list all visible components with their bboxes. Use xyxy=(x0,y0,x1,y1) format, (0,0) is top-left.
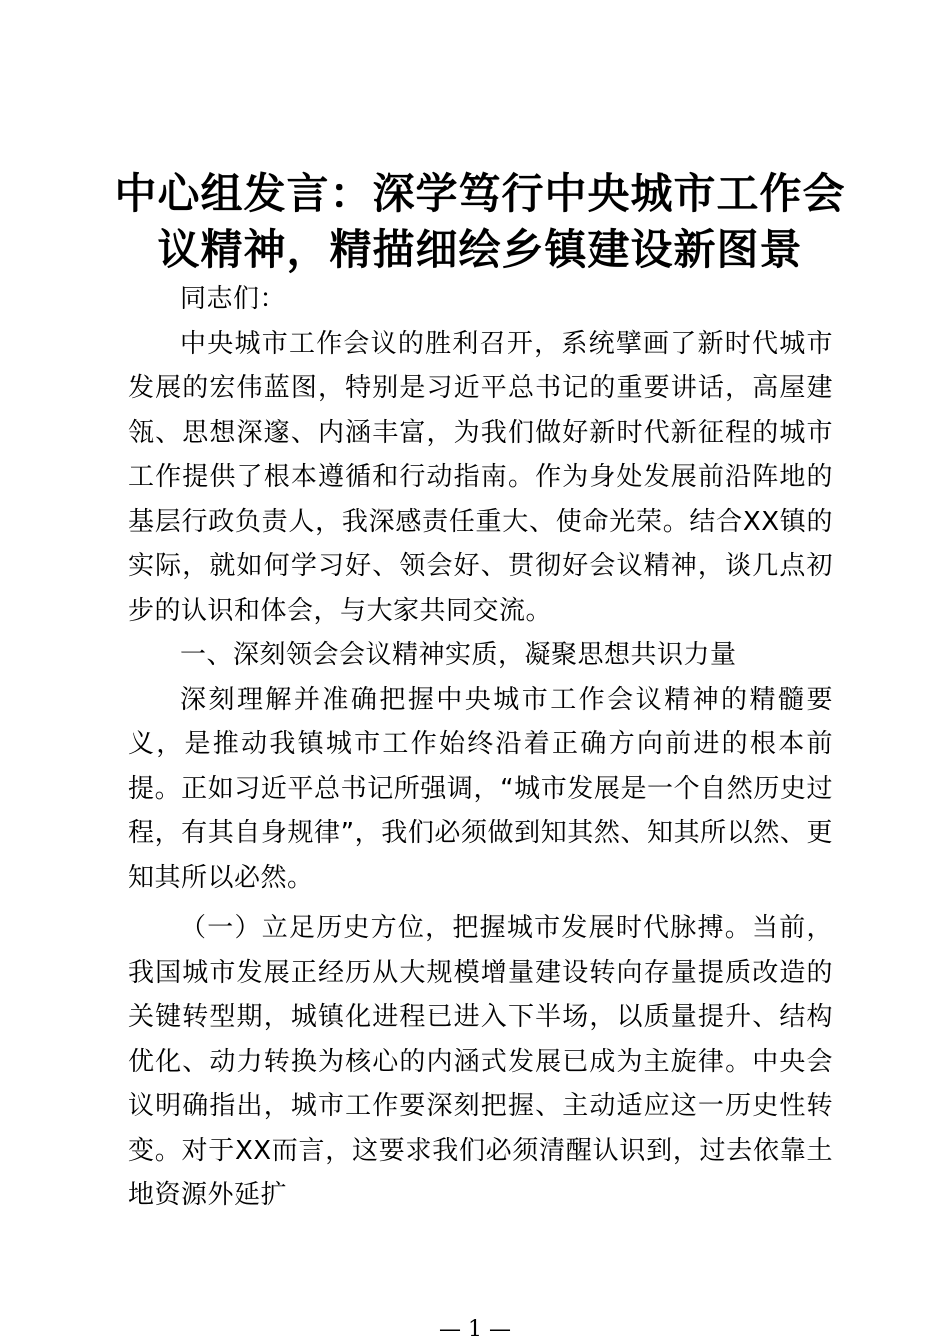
salutation: 同志们： xyxy=(180,284,287,314)
paragraph-section-1: 深刻理解并准确把握中央城市工作会议精神的精髓要义，是推动我镇城市工作始终沿着正确方向前进的根本前提。正如习近平总书记所强调，“城市发展是一个自然历史过程，有其自身规律”，我们必须做到知其然、知其所以然、更知其所以必然。 xyxy=(128,684,833,893)
document-body xyxy=(128,277,833,1218)
page-number: — 1 — xyxy=(439,1317,511,1342)
paragraph-intro: 中央城市工作会议的胜利召开，系统擘画了新时代城市发展的宏伟蓝图，特别是习近平总书记的重要讲话，高屋建瓴、思想深邃、内涵丰富，为我们做好新时代新征程的城市工作提供了根本遵循和行动指南。作为身处发展前沿阵地的基层行政负责人，我深感责任重大、使命光荣。结合XX镇的实际，就如何学习好、领会好、贯彻好会议精神，谈几点初步的认识和体会，与大家共同交流。 xyxy=(128,328,833,626)
document-title: 中心组发言：深学笃行中央城市工作会议精神，精描细绘乡镇建设新图景 xyxy=(114,169,846,274)
paragraph-subsection-1: （一）立足历史方位，把握城市发展时代脉搏。当前，我国城市发展正经历从大规模增量建设转向存量提质改造的关键转型期，城镇化进程已进入下半场，以质量提升、结构优化、动力转换为核心的内涵式发展已成为主旋律。中央会议明确指出，城市工作要深刻把握、主动适应这一历史性转变。对于XX而言，这要求我们必须清醒认识到，过去依靠土地资源外延扩 xyxy=(128,913,833,1210)
section-heading-1: 一、深刻领会会议精神实质，凝聚思想共识力量 xyxy=(180,640,737,670)
